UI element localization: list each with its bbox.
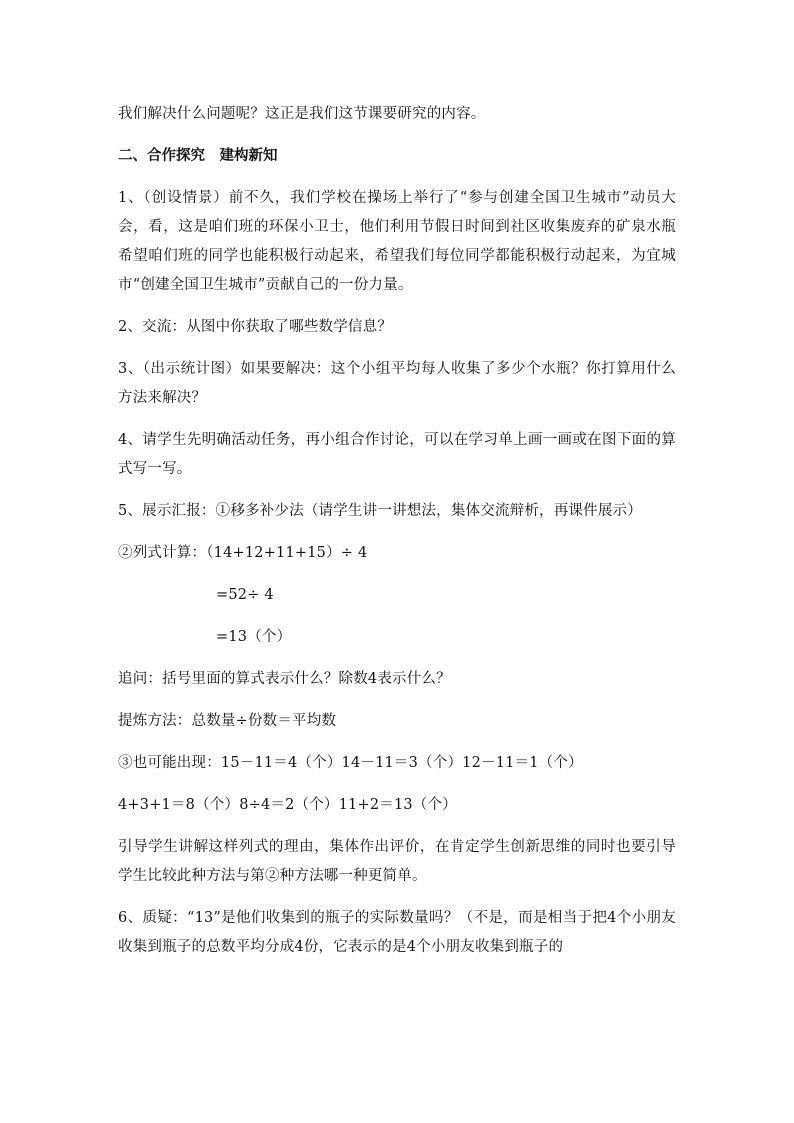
alternative-method-line-2: 4+3+1＝8（个）8÷4＝2（个）11+2＝13（个） xyxy=(118,797,457,813)
step-4-paragraph: 4、请学生先明确活动任务，再小组合作讨论，可以在学习单上画一画或在图下面的算式写一写。 xyxy=(118,432,676,477)
step-2-paragraph: 2、交流：从图中你获取了哪些数学信息？ xyxy=(118,319,393,335)
alternative-method-line-1: ③也可能出现：15－11＝4（个）14－11＝3（个）12－11＝1（个） xyxy=(118,755,583,771)
step-1-paragraph: 1、（创设情景）前不久，我们学校在操场上举行了“参与创建全国卫生城市”动员大会，看，这是咱们班的环保小卫士，他们利用节假日时间到社区收集废弃的矿泉水瓶希望咱们班的同学也能积极行动起来，希望我们每位同学都能积极行动起来，为宜城市“创建全国卫生城市”贡献自己的一份力量。 xyxy=(118,190,676,293)
section-heading: 二、合作探究 建构新知 xyxy=(118,148,278,164)
intro-paragraph: 我们解决什么问题呢？这正是我们这节课要研究的内容。 xyxy=(118,106,486,122)
step-3-paragraph: 3、（出示统计图）如果要解决：这个小组平均每人收集了多少个水瓶？你打算用什么方法来解决？ xyxy=(118,361,676,406)
calc-result-line: =13（个） xyxy=(216,629,292,645)
document-body xyxy=(118,100,676,975)
method-summary: 提炼方法：总数量÷份数＝平均数 xyxy=(118,713,337,729)
formula-line: ②列式计算：（14+12+11+15）÷ 4 xyxy=(118,545,368,561)
step-5-paragraph: 5、展示汇报：①移多补少法（请学生讲一讲想法，集体交流辩析，再课件展示） xyxy=(118,503,642,519)
follow-up-question: 追问：括号里面的算式表示什么？除数4表示什么？ xyxy=(118,671,451,687)
calc-step-line: =52÷ 4 xyxy=(216,587,274,603)
evaluation-paragraph: 引导学生讲解这样列式的理由，集体作出评价，在肯定学生创新思维的同时也要引导学生比较此种方法与第②种方法哪一种更简单。 xyxy=(118,839,676,884)
step-6-paragraph: 6、质疑：“13”是他们收集到的瓶子的实际数量吗？（不是，而是相当于把4个小朋友收集到瓶子的总数平均分成4份，它表示的是4个小朋友收集到瓶子的 xyxy=(118,910,676,955)
